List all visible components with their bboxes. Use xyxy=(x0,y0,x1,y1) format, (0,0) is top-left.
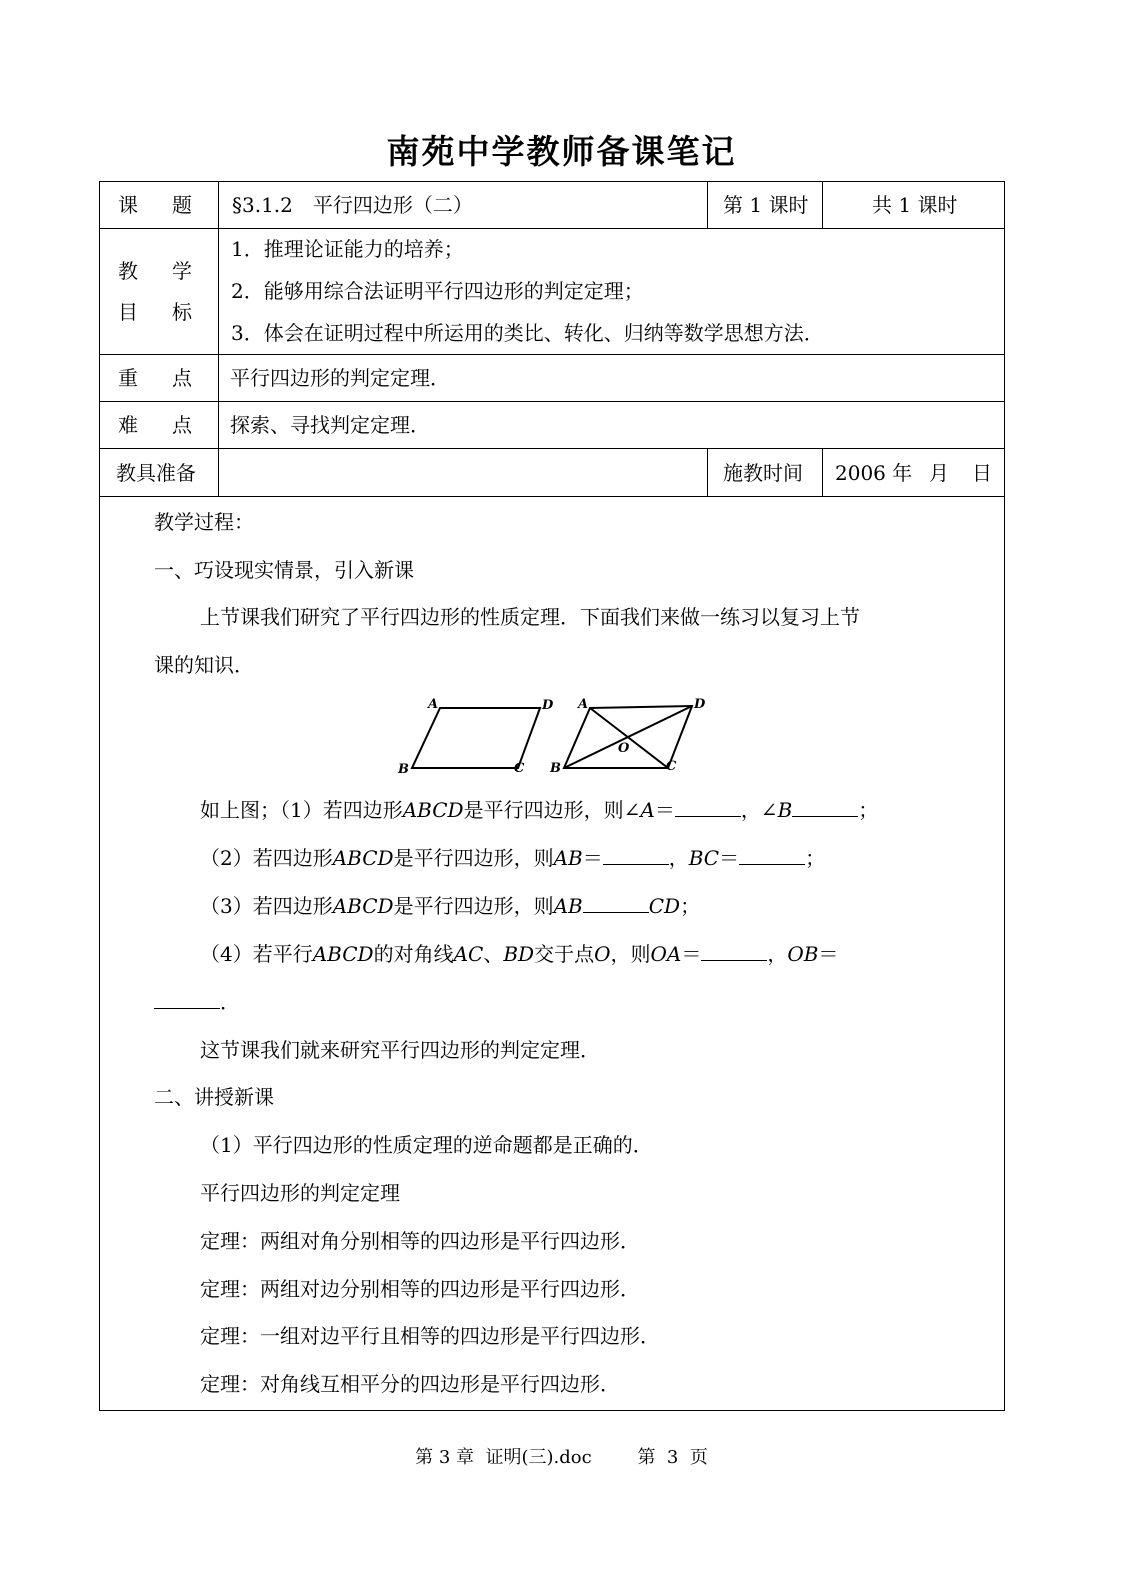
row-divider xyxy=(99,448,1005,449)
page-title: 南苑中学教师备课笔记 xyxy=(386,132,737,171)
footer-doc: 第 3 章 证明(三).doc xyxy=(415,1447,592,1468)
vertex-label: C xyxy=(666,759,677,774)
question-4-continued: ． xyxy=(154,989,240,1015)
date-label: 施教时间 xyxy=(723,461,803,485)
theorem-item: 定理：两组对角分别相等的四边形是平行四边形． xyxy=(200,1229,640,1253)
goal-item: 3．体会在证明过程中所运用的类比、转化、归纳等数学思想方法． xyxy=(231,321,824,345)
tools-label: 教具准备 xyxy=(116,461,196,485)
parallelogram-figure xyxy=(390,690,720,780)
theorem-item: 定理：对角线互相平分的四边形是平行四边形． xyxy=(200,1372,620,1396)
question-2: （2）若四边形ABCD是平行四边形，则AB＝ ，BC＝ ； xyxy=(200,846,826,870)
vertex-label: B xyxy=(550,761,561,776)
goals-label: 教 学 xyxy=(118,259,192,283)
vertex-label: C xyxy=(514,761,525,776)
answer-blank xyxy=(701,942,767,961)
column-divider xyxy=(707,181,708,229)
lesson-number: 第 1 课时 xyxy=(723,193,809,217)
paragraph: 这节课我们就来研究平行四边形的判定定理． xyxy=(200,1038,600,1062)
question-1: 如上图；（1）若四边形ABCD是平行四边形，则∠A＝ ，∠B ； xyxy=(200,798,879,822)
parallelogram-shape xyxy=(412,708,540,768)
footer-page: 第 3 页 xyxy=(637,1447,708,1468)
goals-label: 目 标 xyxy=(118,300,192,324)
vertex-label: A xyxy=(428,697,439,712)
paragraph: 课的知识． xyxy=(154,653,254,677)
vertex-label: D xyxy=(694,697,706,712)
vertex-label: D xyxy=(542,698,554,713)
question-3: （3）若四边形ABCD是平行四边形，则AB CD； xyxy=(200,894,701,918)
row-divider xyxy=(99,228,1005,229)
answer-blank xyxy=(603,846,669,865)
vertex-label: O xyxy=(618,741,630,756)
row-divider xyxy=(99,496,1005,497)
column-divider xyxy=(707,448,708,496)
goal-item: 2．能够用综合法证明平行四边形的判定定理； xyxy=(231,279,644,303)
difficulty-value: 探索、寻找判定定理． xyxy=(230,413,430,437)
difficulty-label: 难 点 xyxy=(118,413,192,437)
column-divider xyxy=(822,448,823,496)
lesson-total: 共 1 课时 xyxy=(872,193,958,217)
key-value: 平行四边形的判定定理． xyxy=(230,366,450,390)
question-4: （4）若平行ABCD的对角线AC、BD交于点O，则OA＝ ，OB＝ xyxy=(200,942,839,966)
section-heading: 一、巧设现实情景，引入新课 xyxy=(154,558,414,582)
column-divider xyxy=(218,181,219,496)
topic-label: 课 题 xyxy=(118,193,192,217)
date-month: 月 xyxy=(929,461,949,485)
page-footer xyxy=(0,1443,1123,1469)
topic-value: §3.1.2 平行四边形（二） xyxy=(232,193,473,217)
paragraph: 上节课我们研究了平行四边形的性质定理．下面我们来做一练习以复习上节 xyxy=(200,605,860,629)
vertex-label: B xyxy=(398,762,409,777)
paragraph: （1）平行四边形的性质定理的逆命题都是正确的． xyxy=(200,1133,653,1157)
answer-blank xyxy=(792,798,858,817)
process-title: 教学过程： xyxy=(154,510,254,534)
section-heading: 二、讲授新课 xyxy=(154,1085,274,1109)
column-divider xyxy=(822,181,823,229)
theorem-item: 定理：一组对边平行且相等的四边形是平行四边形． xyxy=(200,1324,660,1348)
date-day: 日 xyxy=(972,461,992,485)
goal-item: 1．推理论证能力的培养； xyxy=(231,237,464,261)
theorem-item: 定理：两组对边分别相等的四边形是平行四边形． xyxy=(200,1277,640,1301)
row-divider xyxy=(99,401,1005,402)
theorem-heading: 平行四边形的判定定理 xyxy=(200,1181,400,1205)
answer-blank xyxy=(154,990,220,1009)
diagonal-ac xyxy=(590,708,668,768)
row-divider xyxy=(99,354,1005,355)
date-year: 2006 年 xyxy=(835,461,913,485)
answer-blank xyxy=(739,846,805,865)
vertex-label: A xyxy=(578,697,589,712)
answer-blank xyxy=(675,798,741,817)
parallelogram-abcd xyxy=(412,708,540,768)
answer-blank xyxy=(583,894,649,913)
key-label: 重 点 xyxy=(118,366,192,390)
